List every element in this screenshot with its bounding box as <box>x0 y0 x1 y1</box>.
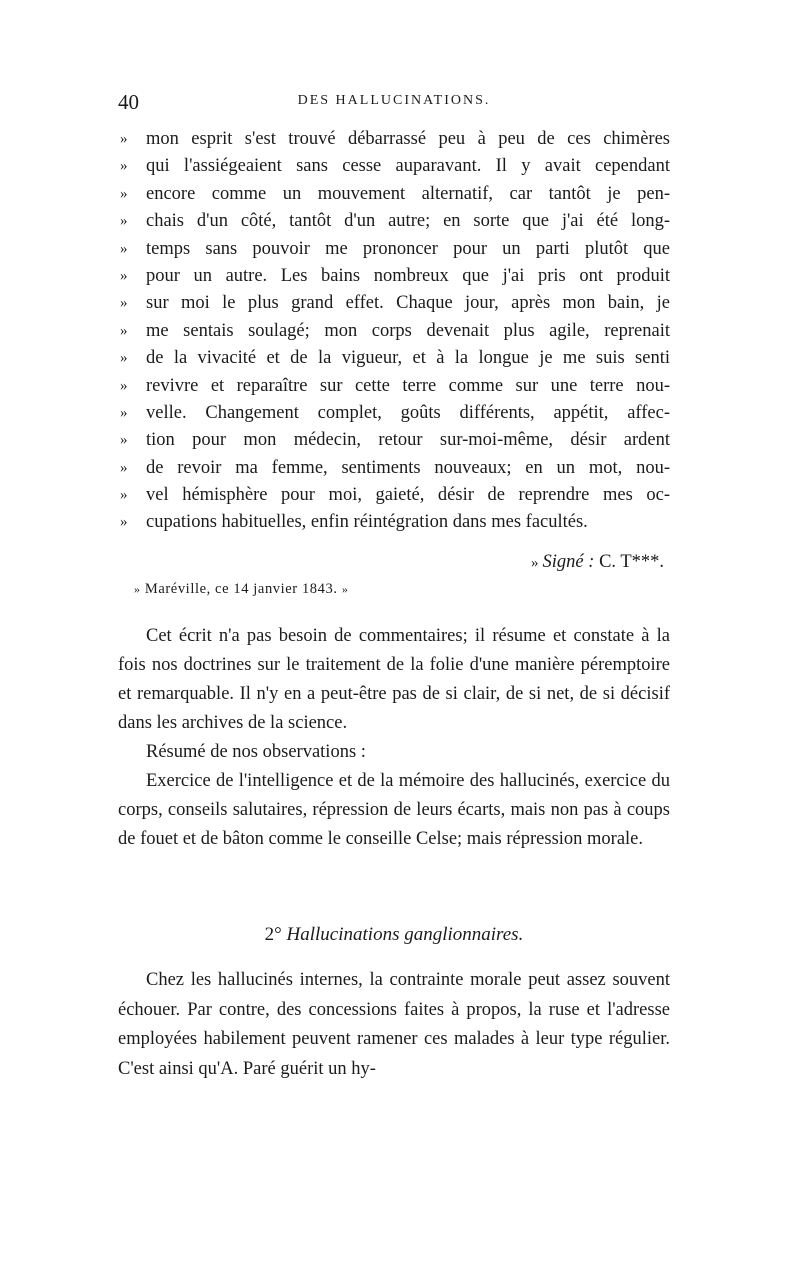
quote-line-text: tion pour mon médecin, retour sur-moi-même, désir ardent <box>146 430 670 451</box>
quote-line-text: vel hémisphère pour moi, gaieté, désir de reprendre mes oc- <box>146 485 670 506</box>
quote-mark: » <box>120 213 128 230</box>
quoted-letter <box>118 126 670 537</box>
page-number: 40 <box>118 90 139 114</box>
quote-mark: » <box>120 432 128 449</box>
section-subheading <box>118 924 670 946</box>
quote-mark: » <box>120 459 128 476</box>
quote-line-text: encore comme un mouvement alternatif, car tantôt je pen- <box>146 183 670 204</box>
quote-mark: » <box>120 295 128 312</box>
quote-line <box>118 318 670 345</box>
body-text <box>118 622 670 854</box>
signature-line <box>118 552 664 573</box>
quote-line <box>118 290 670 317</box>
quote-line <box>118 208 670 235</box>
signature-label: Signé : <box>542 552 595 572</box>
quote-line <box>118 181 670 208</box>
quote-mark: » <box>120 158 128 175</box>
quote-mark: » <box>120 131 128 147</box>
quote-line-text: chais d'un côté, tantôt d'un autre; en sorte que j'ai été long- <box>146 211 670 232</box>
quote-mark: » <box>120 267 128 284</box>
exercise-paragraph: Exercice de l'intelligence et de la mémoire des hallucinés, exercice du corps, conseils salutaires, répression de leurs écarts, mais non pas à coups de fouet et de bâton comme le conseille Celse; mais répression morale. <box>118 771 670 849</box>
quote-line-text: velle. Changement complet, goûts différents, appétit, affec- <box>146 402 670 423</box>
quote-mark: » <box>531 555 539 571</box>
quote-mark: » <box>120 514 128 531</box>
quote-line <box>118 126 670 153</box>
quote-mark: » <box>120 322 128 339</box>
quote-mark: » <box>120 240 128 257</box>
page-header <box>118 90 670 118</box>
quote-line-text: de revoir ma femme, sentiments nouveaux; en un mot, nou- <box>146 457 670 478</box>
quote-line-text: mon esprit s'est trouvé débarrassé peu à peu de ces chimères <box>146 129 670 149</box>
dateline-close-mark: » <box>341 582 349 596</box>
commentary-paragraph: Cet écrit n'a pas besoin de commentaires; il résume et constate à la fois nos doctrines sur le traitement de la folie d'une manière péremptoire et remarquable. Il n'y en a peut-être pas de si clair, de si net, de si décisif dans les archives de la science. <box>118 626 670 733</box>
quote-line-text: qui l'assiégeaient sans cesse auparavant. Il y avait cependant <box>146 156 670 177</box>
quote-mark: » <box>120 377 128 394</box>
subheading-title: Hallucinations ganglionnaires. <box>286 924 524 945</box>
dateline-open-mark: » <box>134 582 141 596</box>
quote-line-text: de la vivacité et de la vigueur, et à la longue je me suis senti <box>146 348 670 369</box>
subheading-number: 2° <box>264 924 282 945</box>
dateline <box>134 581 348 598</box>
quote-line-text: me sentais soulagé; mon corps devenait plus agile, reprenait <box>146 320 670 341</box>
quote-mark: » <box>120 487 128 504</box>
quote-line <box>118 455 670 482</box>
running-title: DES HALLUCINATIONS. <box>297 93 491 108</box>
quote-line <box>118 236 670 263</box>
final-paragraph: Chez les hallucinés internes, la contrainte morale peut assez souvent échouer. Par contre, des concessions faites à propos, la ruse et l'adresse employées habilement peuvent ramener ces malades à leur type régulier. C'est ainsi qu'A. Paré guérit un hy- <box>118 970 670 1079</box>
quote-mark: » <box>120 404 128 421</box>
quote-line-text: revivre et reparaître sur cette terre comme sur une terre nou- <box>146 375 670 396</box>
resume-label: Résumé de nos observations : <box>146 742 366 762</box>
quote-line <box>118 263 670 290</box>
quote-line <box>118 400 670 427</box>
quote-line <box>118 509 670 536</box>
final-text <box>118 966 670 1084</box>
quote-line-text: sur moi le plus grand effet. Chaque jour, après mon bain, je <box>146 293 670 314</box>
dateline-text: Maréville, ce 14 janvier 1843. <box>144 581 338 597</box>
quote-line <box>118 482 670 509</box>
quote-line <box>118 345 670 372</box>
quote-line-text: cupations habituelles, enfin réintégration dans mes facultés. <box>146 512 588 533</box>
quote-mark: » <box>120 185 128 202</box>
quote-line-text: temps sans pouvoir me prononcer pour un parti plutôt que <box>146 238 670 259</box>
quote-line <box>118 153 670 180</box>
quote-line <box>118 427 670 454</box>
quote-line-text: pour un autre. Les bains nombreux que j'ai pris ont produit <box>146 265 670 286</box>
quote-mark: » <box>120 350 128 367</box>
quote-line <box>118 373 670 400</box>
signature-name: C. T***. <box>599 552 664 572</box>
